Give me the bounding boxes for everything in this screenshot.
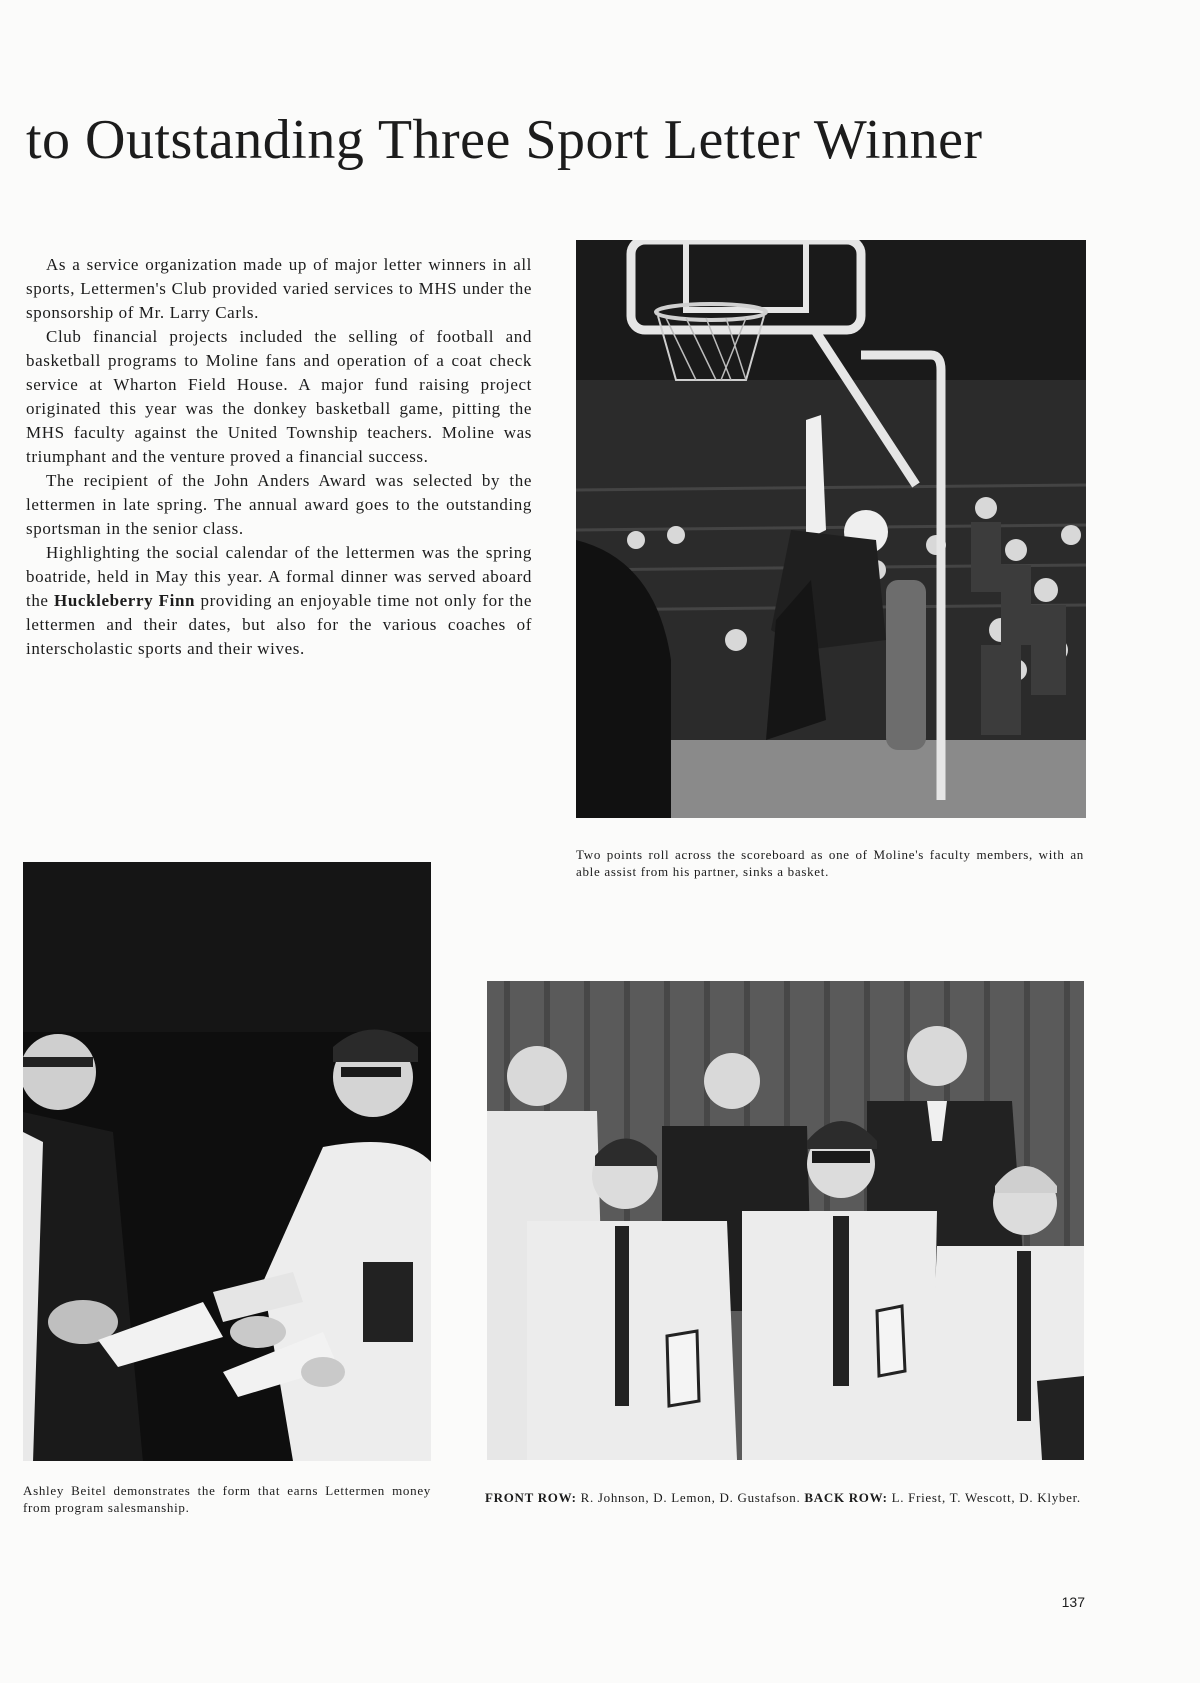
basketball-photo	[576, 240, 1086, 818]
front-row-label: FRONT ROW:	[485, 1490, 577, 1505]
body-paragraph	[26, 541, 532, 661]
group-caption	[485, 1489, 1086, 1506]
program-sale-caption: Ashley Beitel demonstrates the form that earns Lettermen money from program salesmanship.	[23, 1483, 431, 1515]
body-paragraph: Club financial projects included the selling of football and basketball programs to Moline fans and operation of a coat check service at Wharton Field House. A major fund raising project originated this year was the donkey basketball game, pitting the MHS faculty against the United Township teachers. Moline was triumphant and the venture proved a financial success.	[26, 327, 532, 466]
lettermen-group-photo	[487, 981, 1084, 1460]
body-paragraph: The recipient of the John Anders Award was selected by the lettermen in late spring. The annual award goes to the outstanding sportsman in the senior class.	[26, 471, 532, 538]
back-row-names: L. Friest, T. Wescott, D. Klyber.	[891, 1490, 1081, 1505]
page-number: 137	[1061, 1594, 1085, 1610]
basketball-caption: Two points roll across the scoreboard as one of Moline's faculty members, with an able assist from his partner, sinks a basket.	[576, 847, 1084, 879]
program-sale-photo	[23, 862, 431, 1461]
body-text: providing an enjoyable time not only for the lettermen and their dates, but also for the various coaches of interscholastic sports and their wives.	[26, 591, 532, 658]
boat-name: Huckleberry Finn	[54, 591, 196, 610]
body-paragraph: As a service organization made up of major letter winners in all sports, Lettermen's Club provided varied services to MHS under the sponsorship of Mr. Larry Carls.	[26, 255, 532, 322]
article-body	[26, 253, 532, 661]
page-headline: to Outstanding Three Sport Letter Winner	[26, 109, 983, 171]
body-text: Highlighting the social calendar of the lettermen was the spring boatride, held in May this year. A formal dinner was served aboard the	[26, 543, 532, 610]
back-row-label: BACK ROW:	[804, 1490, 888, 1505]
front-row-names: R. Johnson, D. Lemon, D. Gustafson.	[580, 1490, 801, 1505]
